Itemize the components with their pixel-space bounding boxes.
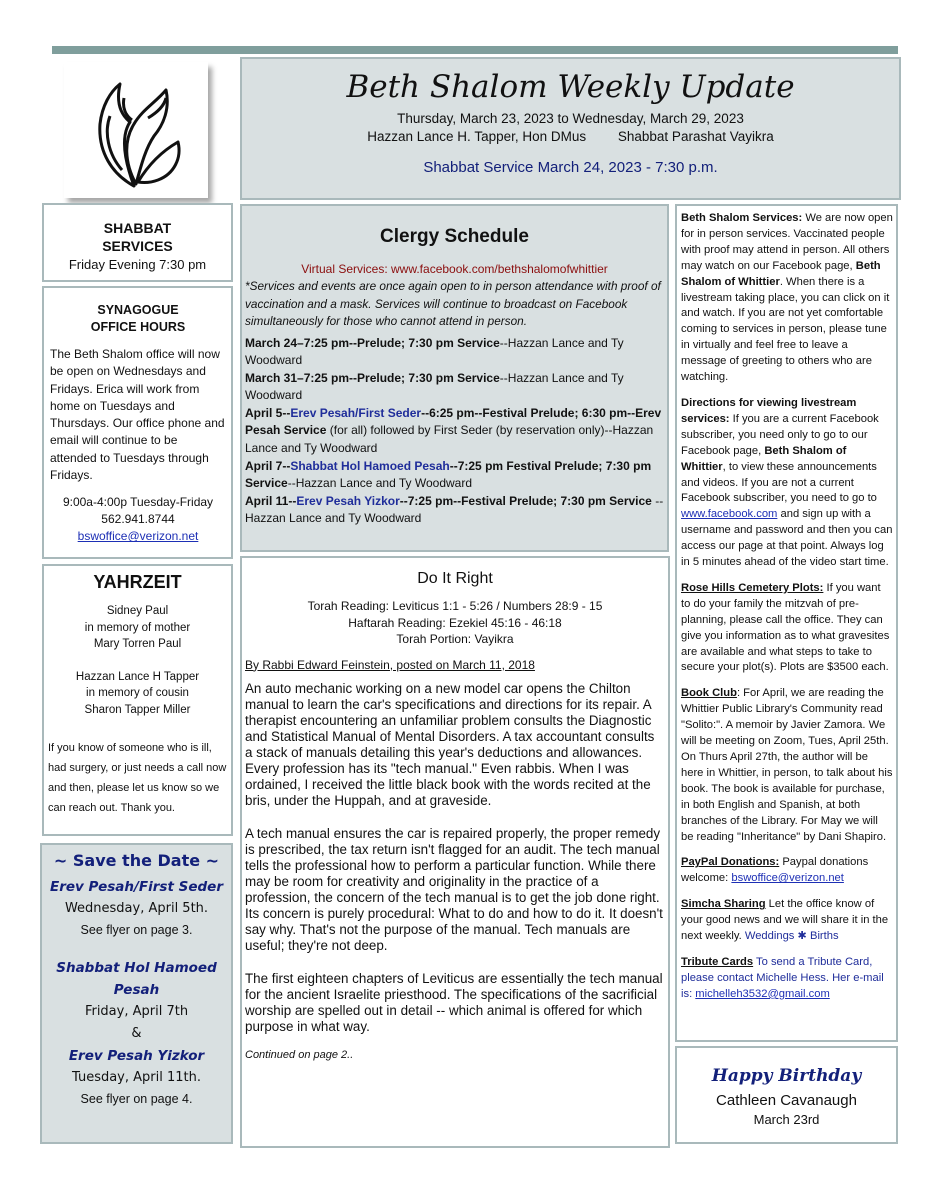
newsletter-header bbox=[240, 57, 901, 200]
yahrzeit-note: If you know of someone who is ill, had surgery, or just needs a call now and then, please let us know so we can reach out. Thank you. bbox=[48, 742, 227, 814]
yahrzeit-name: Sidney Paul bbox=[106, 605, 169, 617]
newsletter-title: Beth Shalom Weekly Update bbox=[346, 69, 795, 105]
shabbat-time: Friday Evening 7:30 pm bbox=[68, 257, 207, 272]
office-title-1: SYNAGOGUE bbox=[97, 303, 179, 317]
entry-text: --Hazzan Lance and Ty Woodward bbox=[245, 493, 664, 526]
flame-logo bbox=[64, 62, 208, 198]
entry-date: April 7-- bbox=[245, 458, 291, 473]
entry-date: April 5-- bbox=[245, 405, 291, 420]
yahrzeit-name: Hazzan Lance H Tapper bbox=[75, 670, 200, 683]
section-heading: PayPal Donations: bbox=[681, 856, 780, 869]
office-hours-box bbox=[42, 286, 233, 559]
birthday-date: March 23rd bbox=[753, 1112, 820, 1127]
event-name: Erev Pesah Yizkor bbox=[68, 1048, 205, 1064]
torah-portion: Torah Portion: Vayikra bbox=[396, 632, 514, 646]
event-name: Erev Pesah/First Seder bbox=[50, 879, 223, 895]
article-byline: By Rabbi Edward Feinstein, posted on March 11, 2018 bbox=[245, 657, 535, 672]
office-text: The Beth Shalom office will now be open on Wednesdays and Fridays. Erica will work from home on Tuesdays and Thursdays. Our office phone and email will continue to be attended to Tuesdays through Fridays. bbox=[50, 347, 225, 483]
office-email-link[interactable]: bswoffice@verizon.net bbox=[77, 529, 199, 544]
section-text: and sign up with a username and password and then you can access our page at that point. Always log in 5 minutes ahead of the video start time. bbox=[681, 508, 893, 569]
event-flyer: See flyer on page 4. bbox=[80, 1092, 193, 1106]
section-heading: Rose Hills Cemetery Plots: bbox=[681, 581, 824, 594]
shabbat-title-2: SERVICES bbox=[102, 238, 173, 254]
services-section bbox=[681, 211, 893, 386]
entry-heading: --7:25 pm--Festival Prelude; 7:30 pm Service bbox=[399, 493, 652, 508]
entry-text: --Hazzan Lance and Ty Woodward bbox=[245, 370, 624, 403]
office-phone: 562.941.8744 bbox=[101, 512, 175, 527]
yahrzeit-title: YAHRZEIT bbox=[93, 572, 182, 592]
section-heading: Simcha Sharing bbox=[681, 898, 766, 911]
facebook-page-name: Beth Shalom of Whittier bbox=[681, 444, 847, 473]
section-text: . When there is a livestream taking place, you can click on it and watch. If you are not yet comfortable coming to services in person, please tune in virtually and feel free to leave a message of greeting to others who are watching. bbox=[681, 275, 890, 384]
date-range: Thursday, March 23, 2023 to Wednesday, March 29, 2023 bbox=[397, 111, 744, 126]
article-paragraph: An auto mechanic working on a new model car opens the Chilton manual to learn the car's specifications and directions for its repair. A therapist encountering an unfamiliar problem consults the Diagnostic and Statistical Manual of Mental Disorders. A tax accountant consults a stack of manuals detailing this year's deductions and allowances. Every profession has its "tech manual." Even rabbis. When I was ordained, I received the little black book with the words recited at the bris, under the Huppah, and at graveside. bbox=[245, 680, 655, 808]
section-text: We are now open for in person services. Vaccinated people with proof may attend in person. All others may watch on our Facebook page, bbox=[681, 212, 893, 272]
event-name: Shabbat Hol Hamoed Pesah bbox=[56, 960, 217, 998]
entry-heading: --7:25 pm Festival Prelude; 7:30 pm Service bbox=[245, 458, 652, 491]
shabbat-title-1: SHABBAT bbox=[103, 220, 172, 236]
entry-event: Erev Pesah Yizkor bbox=[296, 493, 400, 508]
clergy-schedule-box bbox=[240, 204, 669, 552]
parashat-name: Shabbat Parashat Vayikra bbox=[617, 129, 774, 144]
shabbat-services-box bbox=[42, 203, 233, 282]
cemetery-section bbox=[681, 581, 893, 676]
yahrzeit-box bbox=[42, 564, 233, 836]
event-flyer: See flyer on page 3. bbox=[80, 923, 193, 937]
birthday-box bbox=[675, 1046, 898, 1144]
service-time: Shabbat Service March 24, 2023 - 7:30 p.m. bbox=[423, 159, 718, 176]
continued-note: Continued on page 2.. bbox=[245, 1048, 354, 1061]
event-date: Friday, April 7th bbox=[84, 1004, 189, 1019]
birthday-name: Cathleen Cavanaugh bbox=[716, 1092, 857, 1109]
simcha-types: Weddings ✱ Births bbox=[744, 930, 839, 943]
entry-heading: March 31–7:25 pm--Prelude; 7:30 pm Service bbox=[245, 370, 500, 385]
clergy-entry bbox=[245, 493, 664, 528]
clergy-note: *Services and events are once again open to in person attendance with proof of vaccination and a mask. Services will continue to broadcast on Facebook simultaneously for those who cannot attend in person. bbox=[245, 279, 661, 328]
office-hours: 9:00a-4:00p Tuesday-Friday bbox=[62, 495, 214, 510]
yahrzeit-honoree: Sharon Tapper Miller bbox=[84, 703, 191, 716]
article-box bbox=[240, 556, 670, 1148]
torah-reading: Torah Reading: Leviticus 1:1 - 5:26 / Numbers 28:9 - 15 bbox=[307, 599, 603, 613]
tribute-section bbox=[681, 955, 893, 1003]
section-text: : For April, we are reading the Whittier Public Library's Community read "Solito:". A memoir by Javier Zamora. We will be meeting on Zoom, Tues, April 25th. On Thurs April 27th, the author will be here in Whittier, in person, to talk about his book. The book is available for purchase, in both English and Spanish, at both branches of the Library. For May we will be reading "Inheritance" by Dani Shapiro. bbox=[681, 687, 893, 843]
section-heading: Book Club bbox=[681, 687, 737, 700]
entry-event: Shabbat Hol Hamoed Pesah bbox=[290, 458, 450, 473]
office-title-2: OFFICE HOURS bbox=[90, 320, 186, 334]
event-date: Wednesday, April 5th. bbox=[64, 901, 209, 916]
top-rule bbox=[52, 46, 898, 54]
section-heading: Directions for viewing livestream services: bbox=[681, 396, 857, 425]
entry-event: Erev Pesah/First Seder bbox=[290, 405, 422, 420]
flame-icon bbox=[64, 62, 208, 198]
clergy-title: Clergy Schedule bbox=[380, 226, 529, 247]
haftarah-reading: Haftarah Reading: Ezekiel 45:16 - 46:18 bbox=[348, 615, 562, 630]
facebook-link[interactable]: www.facebook.com bbox=[681, 508, 778, 521]
save-the-date-title: ~ Save the Date ~ bbox=[53, 851, 220, 870]
section-heading: Tribute Cards bbox=[681, 955, 754, 968]
facebook-page-name: Beth Shalom of Whittier bbox=[681, 259, 881, 288]
simcha-section bbox=[681, 897, 893, 945]
section-text: Paypal donations welcome: bbox=[681, 856, 869, 885]
clergy-entry bbox=[245, 458, 664, 493]
article-title: Do It Right bbox=[417, 570, 493, 587]
section-text: Let the office know of your good news and we will share it in the next weekly. bbox=[681, 898, 889, 943]
entry-heading: March 24–7:25 pm--Prelude; 7:30 pm Service bbox=[245, 335, 500, 350]
entry-heading: --6:25 pm--Festival Prelude; 6:30 pm--Erev Pesah Service bbox=[245, 405, 662, 438]
clergy-entry bbox=[245, 405, 664, 458]
entry-text: --Hazzan Lance and Ty Woodward bbox=[245, 335, 624, 368]
entry-date: April 11-- bbox=[245, 493, 297, 508]
clergy-entry bbox=[245, 335, 664, 370]
clergy-entry bbox=[245, 370, 664, 405]
event-date: Tuesday, April 11th. bbox=[71, 1070, 201, 1085]
section-text: , to view these announcements and videos. If you are not a current Facebook subscriber, you need to go to bbox=[681, 460, 877, 505]
paypal-section bbox=[681, 855, 893, 887]
livestream-section bbox=[681, 396, 893, 571]
save-the-date-box bbox=[40, 843, 233, 1144]
hazzan-name: Hazzan Lance H. Tapper, Hon DMus bbox=[367, 129, 587, 144]
announcements-sidebar bbox=[675, 204, 898, 1042]
article-paragraph: A tech manual ensures the car is repaired properly, the proper remedy is prescribed, the tax return isn't flagged for an audit. The tech manual tells the professional how to perform a particular function. While there may be room for creativity and originality in the practice of a profession, the concern of the tech manual is to get the job done right. Its concern is purely procedural: What to do and how to do it. It doesn't say why. That's not the purpose of the manual. Tech manuals are useful; they're not deep. bbox=[245, 825, 663, 953]
yahrzeit-relation: in memory of cousin bbox=[86, 687, 189, 699]
event-joiner: & bbox=[131, 1026, 142, 1041]
book-club-section bbox=[681, 686, 893, 845]
section-heading: Beth Shalom Services: bbox=[681, 212, 803, 224]
article-paragraph: The first eighteen chapters of Leviticus are essentially the tech manual for the ancient Israelite priesthood. The specifications of the sacrificial worship are spelled out in detail -- which animal is offered for which purpose in what way. bbox=[245, 970, 663, 1034]
entry-text: (for all) followed by First Seder (by reservation only)--Hazzan Lance and Ty Woodward bbox=[245, 423, 654, 456]
tribute-email-link[interactable]: michelleh3532@gmail.com bbox=[695, 987, 830, 1000]
birthday-title: Happy Birthday bbox=[711, 1066, 862, 1086]
yahrzeit-entry bbox=[48, 669, 227, 719]
section-text: If you want to do your family the mitzvah of pre-planning, please call the office. They can give you information as to what gravesites are available and what steps to take to secure your plot(s). Plots are $3500 each. bbox=[681, 581, 890, 674]
section-text: To send a Tribute Card, please contact Michelle Hess. Her e-mail is: bbox=[681, 955, 884, 1000]
entry-text: --Hazzan Lance and Ty Woodward bbox=[287, 476, 473, 491]
virtual-services-link[interactable]: Virtual Services: www.facebook.com/bethshalomofwhittier bbox=[301, 262, 608, 276]
section-text: If you are a current Facebook subscriber, you need only to go to our Facebook page, bbox=[681, 412, 879, 457]
yahrzeit-relation: in memory of mother bbox=[84, 621, 191, 634]
yahrzeit-honoree: Mary Torren Paul bbox=[93, 638, 182, 650]
paypal-email-link[interactable]: bswoffice@verizon.net bbox=[731, 872, 844, 885]
yahrzeit-entry bbox=[48, 603, 227, 653]
